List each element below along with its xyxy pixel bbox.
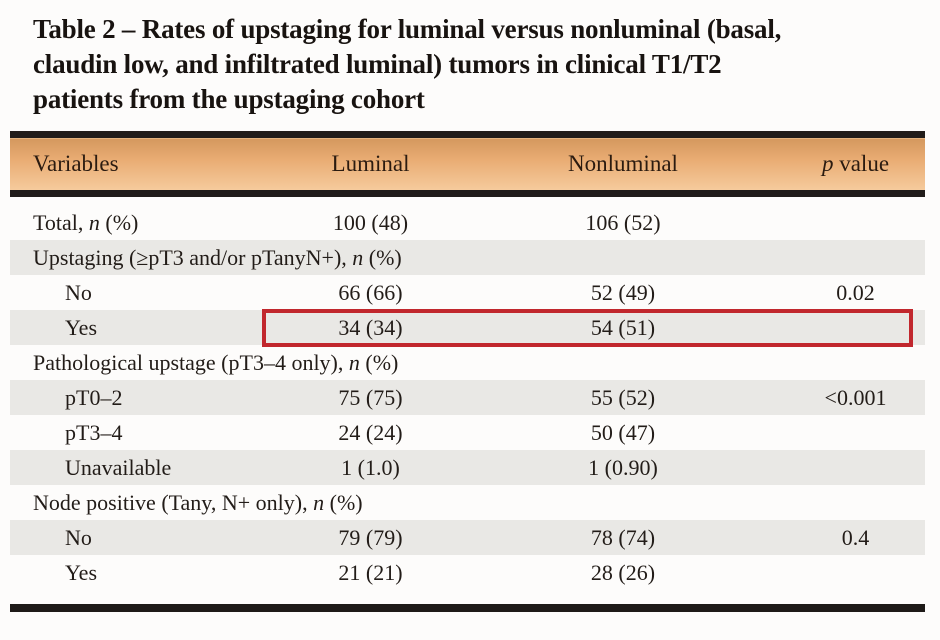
table-section-row	[10, 485, 925, 520]
table-header-row	[10, 135, 925, 194]
row-label: Yes	[65, 559, 98, 585]
header-spacer-row	[10, 194, 925, 206]
luminal-value: 24 (24)	[338, 419, 403, 445]
nonluminal-value: 28 (26)	[590, 559, 656, 585]
nonluminal-value: 78 (74)	[478, 520, 768, 555]
p-value	[768, 450, 925, 485]
p-value	[768, 205, 925, 240]
section-label: Pathological upstage (pT3–4 only), n (%)	[33, 349, 399, 375]
luminal-value: 75 (75)	[263, 380, 478, 415]
nonluminal-value: 54 (51)	[478, 310, 768, 345]
table-caption	[33, 12, 923, 117]
table-row	[10, 205, 925, 240]
luminal-value: 66 (66)	[338, 279, 403, 305]
table-row	[10, 555, 925, 590]
p-value	[768, 415, 925, 450]
table-row	[10, 310, 925, 345]
luminal-value: 21 (21)	[338, 559, 403, 585]
luminal-value: 1 (1.0)	[263, 450, 478, 485]
column-header-luminal: Luminal	[263, 135, 478, 194]
luminal-value: 34 (34)	[263, 310, 478, 345]
row-label: No	[65, 279, 92, 305]
p-value: <0.001	[768, 380, 925, 415]
column-header-variables: Variables	[10, 135, 263, 194]
nonluminal-value: 50 (47)	[590, 419, 656, 445]
table-row	[10, 275, 925, 310]
table-row	[10, 380, 925, 415]
nonluminal-value: 106 (52)	[585, 209, 661, 235]
p-value: 0.02	[836, 279, 875, 305]
table-section-row	[10, 240, 925, 275]
caption-line-3: patients from the upstaging cohort	[33, 84, 425, 114]
row-label: Unavailable	[10, 450, 263, 485]
row-label: No	[10, 520, 263, 555]
column-header-nonluminal: Nonluminal	[478, 135, 768, 194]
caption-line-1: Table 2 – Rates of upstaging for luminal versus nonluminal (basal,	[33, 14, 782, 44]
nonluminal-value: 52 (49)	[590, 279, 656, 305]
column-header-pvalue: p value	[768, 135, 925, 194]
luminal-value: 79 (79)	[263, 520, 478, 555]
table-row	[10, 520, 925, 555]
section-label: Upstaging (≥pT3 and/or pTanyN+), n (%)	[10, 240, 925, 275]
nonluminal-value: 1 (0.90)	[478, 450, 768, 485]
section-label: Node positive (Tany, N+ only), n (%)	[33, 489, 363, 515]
nonluminal-value: 55 (52)	[478, 380, 768, 415]
caption-line-2: claudin low, and infiltrated luminal) tumors in clinical T1/T2	[33, 49, 722, 79]
p-value: 0.4	[768, 520, 925, 555]
table-section-row	[10, 345, 925, 380]
row-label: Total, n (%)	[33, 209, 139, 235]
row-label: Yes	[10, 310, 263, 345]
luminal-value: 100 (48)	[332, 209, 409, 235]
table-row	[10, 450, 925, 485]
table-bottom-rule	[10, 604, 925, 612]
table-row	[10, 415, 925, 450]
row-label: pT3–4	[65, 419, 123, 445]
p-value	[768, 310, 925, 345]
row-label: pT0–2	[10, 380, 263, 415]
p-value	[768, 555, 925, 590]
data-table	[10, 131, 925, 590]
